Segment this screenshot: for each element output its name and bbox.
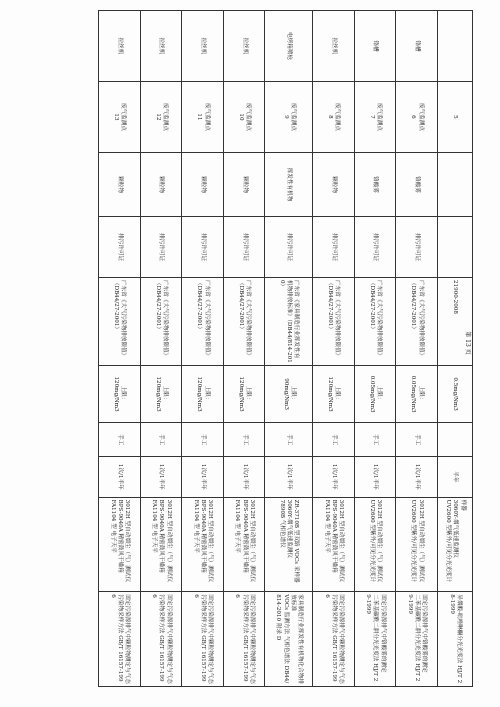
- table-row: [396, 11, 438, 687]
- limit-cell: 0.5mg/Nm3: [437, 365, 472, 422]
- instrument-cell: 3012H 型自动烟尘（气）测试仪 UV2600 型紫外/可见分光光度计: [396, 497, 438, 592]
- permit-cell: 排污许可证: [313, 217, 355, 278]
- limit-cell: 上限： 120mg/Nm3: [182, 365, 224, 422]
- limit-cell: 上限： 120mg/Nm3: [313, 365, 355, 422]
- process-cell: 拉丝机: [99, 11, 141, 82]
- monitoring-point-cell: 废气监测点 7: [354, 81, 396, 152]
- standard-cell: 广东省《大气污染物排放限值》 （DB44/27-2001）: [313, 277, 355, 365]
- table-row: [354, 11, 396, 687]
- pollutant-cell: 铬酸雾: [396, 152, 438, 216]
- method-cell: 手工: [396, 423, 438, 457]
- frequency-cell: 1次/1半年: [182, 457, 224, 498]
- limit-cell: 上限： 0.05mg/Nm3: [396, 365, 438, 422]
- instrument-cell: 3012H 型自动烟尘（气）测试仪 UV2600 型紫外/可见分光光度计: [354, 497, 396, 592]
- standard-cell: 广东省《大气污染物排放限值》 （DB44/27-2001）: [223, 277, 265, 365]
- standard-cell: 广东省《大气污染物排放限值》 （DB44/27-2001）: [140, 277, 182, 365]
- instrument-cell: 3012H 型自动烟尘（气）测试仪 BPS-9040A 精密鼓风干燥箱 FA1104 型 电子天平: [313, 497, 355, 592]
- limit-cell: 上限： 120mg/Nm3: [140, 365, 182, 422]
- pollutant-cell: 颗粒物: [99, 152, 141, 216]
- monitoring-point-cell: 废气监测点 11: [182, 81, 224, 152]
- frequency-cell: 半年: [437, 457, 472, 498]
- process-cell: 拉丝机: [140, 11, 182, 82]
- method-cell: 手工: [99, 423, 141, 457]
- permit-cell: 排污许可证: [140, 217, 182, 278]
- pollutant-cell: 颗粒物: [182, 152, 224, 216]
- table-row: [223, 11, 265, 687]
- instrument-cell: ZR-3710B 型双路 VOCs 采样器 3060Y-烟气低速监测仪 7890B 气相色谱仪: [265, 497, 313, 592]
- permit-cell: 排污许可证: [265, 217, 313, 278]
- process-cell: [437, 11, 472, 82]
- limit-cell: 上限： 120mg/Nm3: [223, 365, 265, 422]
- process-cell: 拉丝机: [182, 11, 224, 82]
- permit-cell: 排污许可证: [182, 217, 224, 278]
- rotated-table-wrapper: [98, 10, 473, 687]
- process-cell: 拉丝机: [313, 11, 355, 82]
- frequency-cell: 1次/1半年: [265, 457, 313, 498]
- standard-cell: 21900-2008: [437, 277, 472, 365]
- process-cell: 电烤箱喷枪: [265, 11, 313, 82]
- analysis-method-cell: 固定污染源排气中颗粒物测定与气态污染物采样方法 GB/T 16157-1996: [313, 592, 355, 687]
- table-row: [182, 11, 224, 687]
- method-cell: 手工: [223, 423, 265, 457]
- limit-cell: 上限： 120mg/Nm3: [99, 365, 141, 422]
- method-cell: 手工: [265, 423, 313, 457]
- frequency-cell: 1次/1半年: [223, 457, 265, 498]
- table-row: [265, 11, 313, 687]
- limit-cell: 上限： 0.05mg/Nm3: [354, 365, 396, 422]
- monitoring-point-cell: 废气监测点 10: [223, 81, 265, 152]
- analysis-method-cell: 异烟酸-吡唑啉酮分光光度法 HJ/T 28-1999: [437, 592, 472, 687]
- pollutant-cell: 颗粒物: [140, 152, 182, 216]
- instrument-cell: 3012H 型自动烟尘（气）测试仪 BPS-9040A 精密鼓风干燥箱 FA1104 型 电子天平: [140, 497, 182, 592]
- frequency-cell: 1次/1半年: [396, 457, 438, 498]
- permit-cell: 排污许可证: [354, 217, 396, 278]
- analysis-method-cell: 固定污染源排气中铬酸雾的测定 二苯基碳酰二肼分光光度法 HJ/T 29-1999: [354, 592, 396, 687]
- monitoring-point-cell: 废气监测点 12: [140, 81, 182, 152]
- analysis-method-cell: 固定污染源排气中颗粒物测定与气态污染物采样方法 GB/T 16157-1996: [99, 592, 141, 687]
- analysis-method-cell: 固定污染源排气中颗粒物测定与气态污染物采样方法 GB/T 16157-1996: [182, 592, 224, 687]
- instrument-cell: 3012H 型自动烟尘（气）测试仪 BPS-9040A 精密鼓风干燥箱 FA1104 型 电子天平: [99, 497, 141, 592]
- method-cell: [437, 423, 472, 457]
- table-body: [99, 11, 473, 687]
- standard-cell: 广东省《大气污染物排放限值》 （DB44/27-2001）: [354, 277, 396, 365]
- method-cell: 手工: [313, 423, 355, 457]
- pollutant-cell: 颗粒物: [223, 152, 265, 216]
- instrument-cell: 样器 3060Y-烟气低速监测仪 UV2600 型紫外/可见分光光度计: [437, 497, 472, 592]
- table-row: [140, 11, 182, 687]
- analysis-method-cell: 固定污染源排气中颗粒物测定与气态污染物采样方法 GB/T 16157-1996: [140, 592, 182, 687]
- monitoring-point-cell: 废气监测点 6: [396, 81, 438, 152]
- frequency-cell: 1次/1半年: [313, 457, 355, 498]
- permit-cell: [437, 217, 472, 278]
- pollutant-cell: [437, 152, 472, 216]
- method-cell: 手工: [182, 423, 224, 457]
- standard-cell: 广东省《家具制造行业挥发性有机物排放标准》（DB44/814-2010）: [265, 277, 313, 365]
- pollutant-cell: 铬酸雾: [354, 152, 396, 216]
- analysis-method-cell: 固定污染源排气中铬酸雾的测定 二苯基碳酰二肼分光光度法 HJ/T 29-1999: [396, 592, 438, 687]
- frequency-cell: 1次/1半年: [140, 457, 182, 498]
- permit-cell: 排污许可证: [396, 217, 438, 278]
- analysis-method-cell: 固定污染源排气中颗粒物测定与气态污染物采样方法 GB/T 16157-1996: [223, 592, 265, 687]
- instrument-cell: 3012H 型自动烟尘（气）测试仪 BPS-9040A 精密鼓风干燥箱 FA1104 型 电子天平: [182, 497, 224, 592]
- process-cell: 拉丝机: [223, 11, 265, 82]
- page-number: 第 13 页: [464, 331, 471, 355]
- method-cell: 手工: [354, 423, 396, 457]
- table-row: [313, 11, 355, 687]
- limit-cell: 上限： 90mg/Nm3: [265, 365, 313, 422]
- standard-cell: 广东省《大气污染物排放限值》 （DB44/27-2001）: [99, 277, 141, 365]
- monitoring-point-cell: 废气监测点 9: [265, 81, 313, 152]
- pollutant-cell: 挥发性有机物: [265, 152, 313, 216]
- permit-cell: 排污许可证: [99, 217, 141, 278]
- analysis-method-cell: 家具制造行业挥发性有机物化合物排放标准 VOCs 监测方法 气相色谱法 DB44/814-2010 附录 D: [265, 592, 313, 687]
- standard-cell: 广东省《大气污染物排放限值》 （DB44/27-2001）: [182, 277, 224, 365]
- method-cell: 手工: [140, 423, 182, 457]
- instrument-cell: 3012H 型自动烟尘（气）测试仪 BPS-9040A 精密鼓风干燥箱 FA1104 型 电子天平: [223, 497, 265, 592]
- process-cell: 铬槽: [396, 11, 438, 82]
- permit-cell: 排污许可证: [223, 217, 265, 278]
- standard-cell: 广东省《大气污染物排放限值》 （DB44/27-2001）: [396, 277, 438, 365]
- monitoring-point-cell: 废气监测点 13: [99, 81, 141, 152]
- table-row: [99, 11, 141, 687]
- frequency-cell: 1次/1半年: [354, 457, 396, 498]
- frequency-cell: 1次/1半年: [99, 457, 141, 498]
- pollutant-cell: 颗粒物: [313, 152, 355, 216]
- monitoring-point-cell: 废气监测点 8: [313, 81, 355, 152]
- process-cell: 铬槽: [354, 11, 396, 82]
- monitoring-point-cell: 5: [437, 81, 472, 152]
- monitoring-table: [98, 10, 473, 687]
